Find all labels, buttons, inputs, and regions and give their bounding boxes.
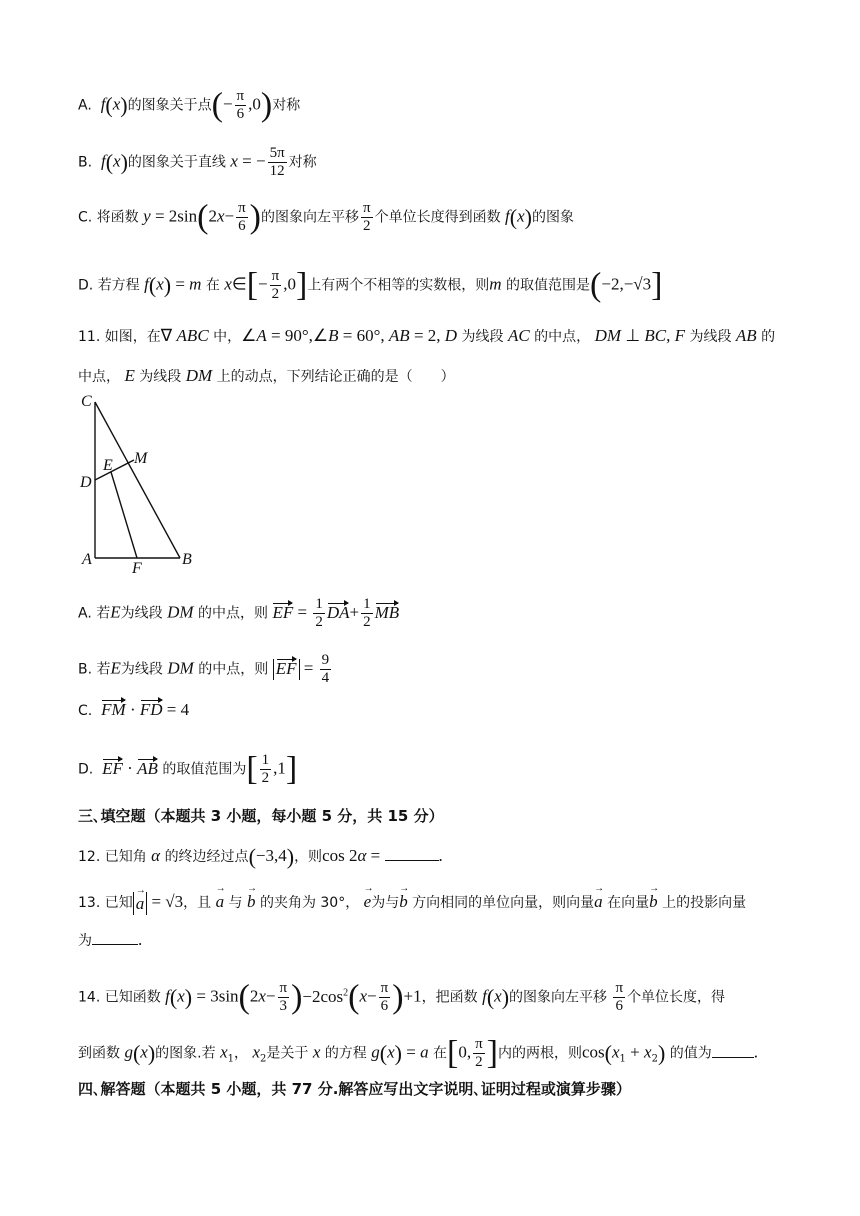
q11-option-b: B. 若E为线段 DM 的中点，则 EF = $\frac{9}{4}$ [78, 652, 330, 686]
q14-line1: 14. 已知函数 f(x) = 3sin(2x− $\frac{\pi}{3}$ )$-2\cos^2(x-$ $\frac{\pi}{6}$ )+1，把函数 f(x)的图象向左平移 $\frac{\pi}{6}$ 个单位长度，得 [78, 978, 726, 1016]
label-a: A [82, 551, 92, 568]
q11-stem-line2: 中点， E 为线段 DM 上的动点，下列结论正确的是（ ） [78, 366, 455, 385]
label-f: F [132, 560, 142, 577]
q11-option-a: A. 若E为线段 DM 的中点，则 EF = $\frac{1}{2}$ DA+ $\frac{1}{2}$ MB [78, 596, 400, 630]
triangle-figure [76, 390, 206, 580]
label-m: M [134, 450, 148, 467]
segment-ef [111, 472, 137, 558]
section-3-heading: 三､填空题（本题共 3 小题，每小题 5 分，共 15 分） [78, 807, 444, 825]
q11-option-c: C. FM · FD = 4 [78, 700, 190, 719]
q10-option-d: D. 若方程 f(x) = m 在 x∈[− $\frac{\pi}{2}$ ,0]上有两个不相等的实数根，则m 的取值范围是(−2,−√3] [78, 266, 663, 304]
q14-line2: 到函数 g(x)的图象.若 $x_1$， $x_2$是关于 x 的方程 g(x) = a 在[0, $\frac{\pi}{2}$ ]内的两根，则$\cos(x_1 + x_2)$ 的值为 . [78, 1034, 758, 1072]
label-e: E [103, 457, 113, 474]
q12-answer-blank[interactable] [385, 846, 439, 861]
q11-stem-line1: 11. 如图，在∇ ABC 中，∠A = 90°,∠B = 60°, AB = 2, D 为线段 AC 的中点， DM ⊥ BC, F 为线段 AB 的 [78, 326, 776, 345]
q12: 12. 已知角 α 的终边经过点(−3,4)，则cos 2α = . [78, 844, 443, 869]
label-c: C [81, 393, 92, 410]
q10-option-c: C. 将函数 y = 2sin(2x− $\frac{\pi}{6}$ )的图象向左平移 $\frac{\pi}{2}$ 个单位长度得到函数 f(x)的图象 [78, 198, 574, 236]
q10-option-a: A. f(x)的图象关于点(− $\frac{\pi}{6}$ ,0)对称 [78, 86, 301, 124]
segment-dm [95, 460, 134, 480]
q11-option-d: D. EF · AB 的取值范围为[ $\frac{1}{2}$ ,1] [78, 750, 298, 788]
q10-option-b: B. f(x)的图象关于直线 x = − $\frac{5\pi}{12}$ 对称 [78, 145, 317, 179]
segment-cb [95, 402, 180, 558]
q13-answer-blank[interactable] [92, 930, 138, 945]
label-d: D [80, 474, 92, 491]
q13-line2: 为 . [78, 930, 143, 949]
section-4-heading: 四､解答题（本题共 5 小题，共 77 分.解答应写出文字说明､证明过程或演算步骤） [78, 1080, 631, 1098]
label-b: B [182, 551, 192, 568]
q13-line1: 13. 已知 a → = √3，且 a → 与 b → 的夹角为 30°， e →为与b → 方向相同的单位向量，则向量a → 在向量b → 上的投影向量 [78, 890, 746, 915]
q14-answer-blank[interactable] [712, 1043, 754, 1058]
